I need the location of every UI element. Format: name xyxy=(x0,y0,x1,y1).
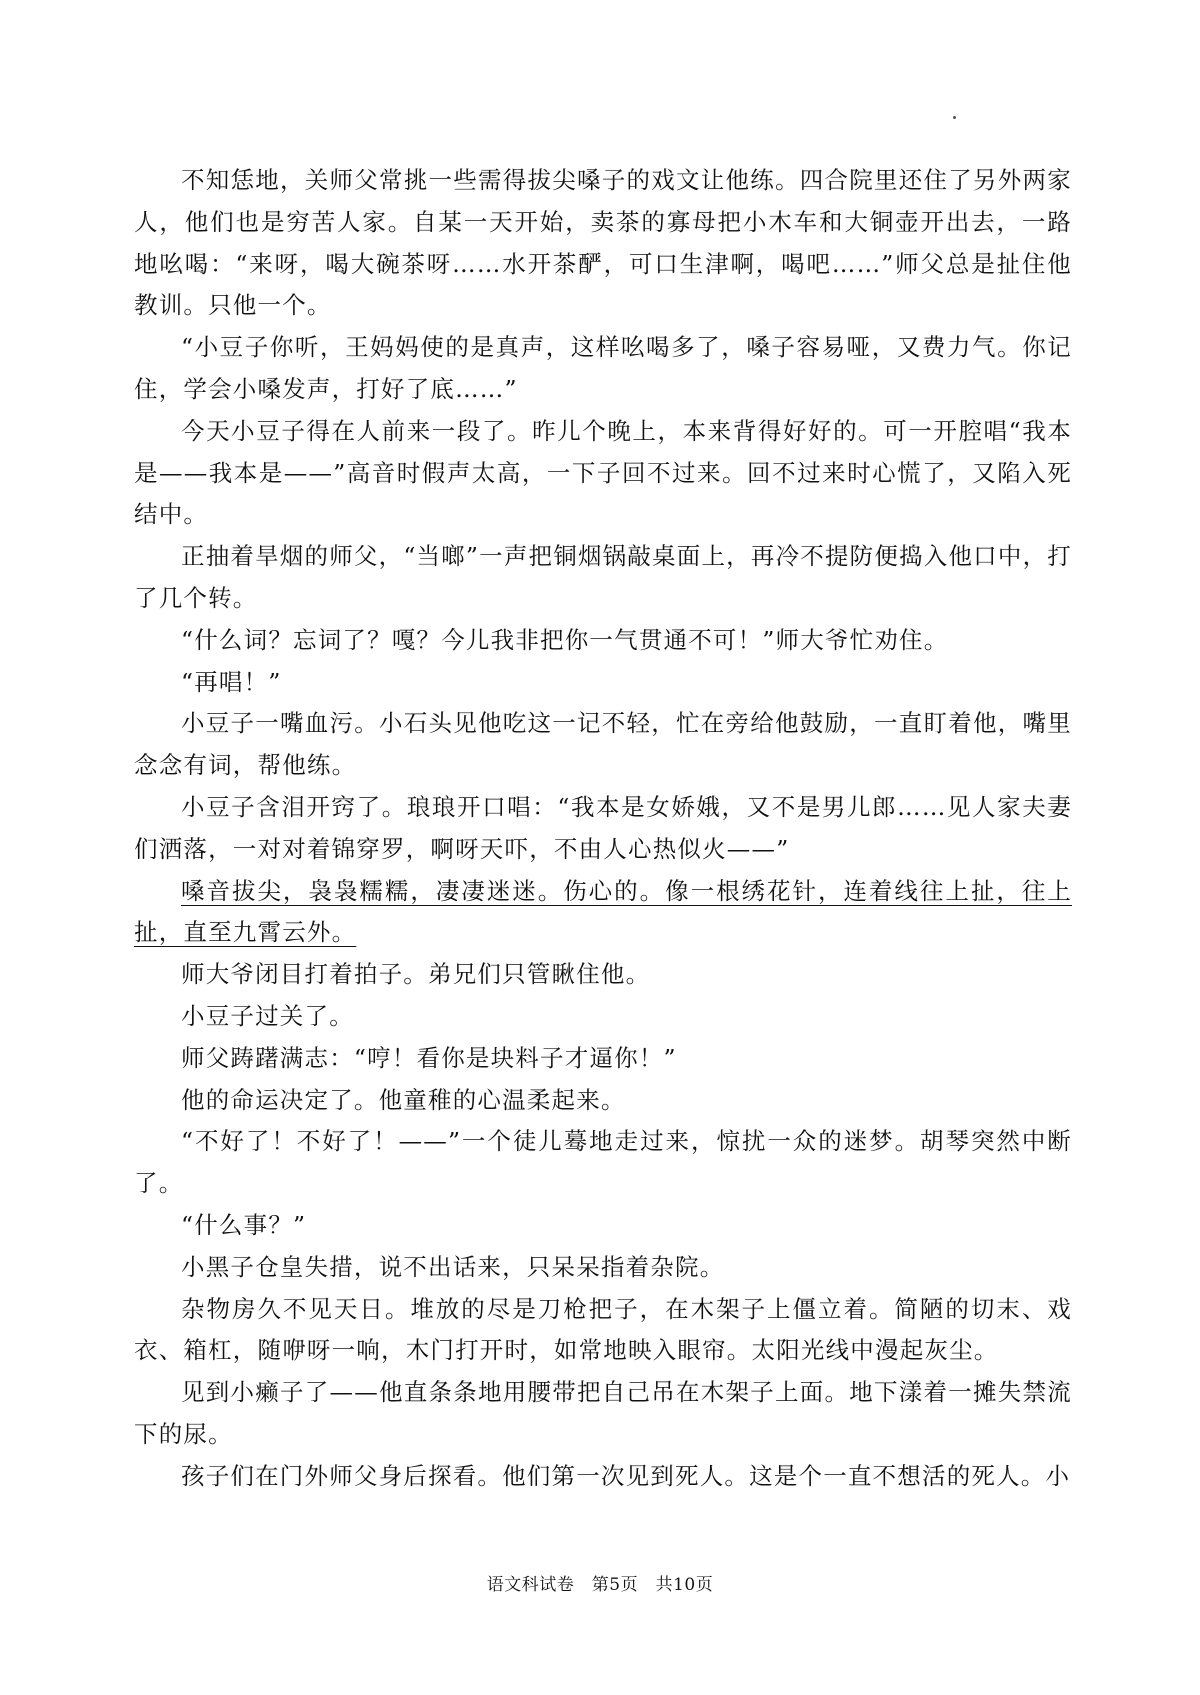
reading-passage xyxy=(134,160,1072,1498)
paragraph: “再唱！” xyxy=(181,667,282,696)
underlined-paragraph: 嗓音拔尖，袅袅糯糯，凄凄迷迷。伤心的。像一根绣花针，连着线往上扯，往上扯，直至九霄云外。 xyxy=(134,876,1072,947)
paragraph: “什么事？” xyxy=(181,1210,307,1239)
paragraph: 见到小癞子了——他直条条地用腰带把自己吊在木架子上面。地下漾着一摊失禁流下的尿。 xyxy=(134,1378,1072,1448)
paragraph: 不知恁地，关师父常挑一些需得拔尖嗓子的戏文让他练。四合院里还住了另外两家人，他们也是穷苦人家。自某一天开始，卖茶的寡母把小木车和大铜壶开出去，一路地吆喝：“来呀，喝大碗茶呀……水开茶酽，可口生津啊，喝吧……”师父总是扯住他教训。只他一个。 xyxy=(134,166,1072,320)
paragraph: 小豆子一嘴血污。小石头见他吃这一记不轻，忙在旁给他鼓励，一直盯着他，嘴里念念有词，帮他练。 xyxy=(134,709,1072,780)
paragraph: 师父踌躇满志：“哼！看你是块料子才逼你！” xyxy=(181,1043,677,1072)
paragraph: 小豆子含泪开窍了。琅琅开口唱：“我本是女娇娥，又不是男儿郎……见人家夫妻们洒落，一对对着锦穿罗，啊呀天吓，不由人心热似火——” xyxy=(134,792,1072,863)
paragraph: 师大爷闭目打着拍子。弟兄们只管瞅住他。 xyxy=(181,960,651,989)
paragraph: 今天小豆子得在人前来一段了。昨儿个晚上，本来背得好好的。可一开腔唱“我本是——我本是——”高音时假声太高，一下子回不过来。回不过来时心慌了，又陷入死结中。 xyxy=(134,416,1072,529)
paragraph: 孩子们在门外师父身后探看。他们第一次见到死人。这是个一直不想活的死人。小 xyxy=(181,1461,1071,1490)
paragraph: 正抽着旱烟的师父，“当啷”一声把铜烟锅敲桌面上，再冷不提防便捣入他口中，打了几个转。 xyxy=(134,542,1072,612)
paragraph: 杂物房久不见天日。堆放的尽是刀枪把子，在木架子上僵立着。简陋的切末、戏衣、箱杠，随咿呀一响，木门打开时，如常地映入眼帘。太阳光线中漫起灰尘。 xyxy=(134,1294,1072,1365)
paragraph: 他的命运决定了。他童稚的心温柔起来。 xyxy=(181,1085,626,1114)
paragraph: “什么词？忘词了？嘎？今儿我非把你一气贯通不可！”师大爷忙劝住。 xyxy=(181,625,949,654)
paragraph: “小豆子你听，王妈妈使的是真声，这样吆喝多了，嗓子容易哑，又费力气。你记住，学会小嗓发声，打好了底……” xyxy=(134,333,1072,403)
paragraph: 小豆子过关了。 xyxy=(181,1001,354,1030)
scan-speck xyxy=(953,116,956,119)
page-footer: 语文科试卷 第5页 共10页 xyxy=(486,1575,714,1595)
paragraph: “不好了！不好了！——”一个徒儿蓦地走过来，惊扰一众的迷梦。胡琴突然中断了。 xyxy=(134,1127,1072,1198)
paragraph: 小黑子仓皇失措，说不出话来，只呆呆指着杂院。 xyxy=(181,1252,725,1281)
